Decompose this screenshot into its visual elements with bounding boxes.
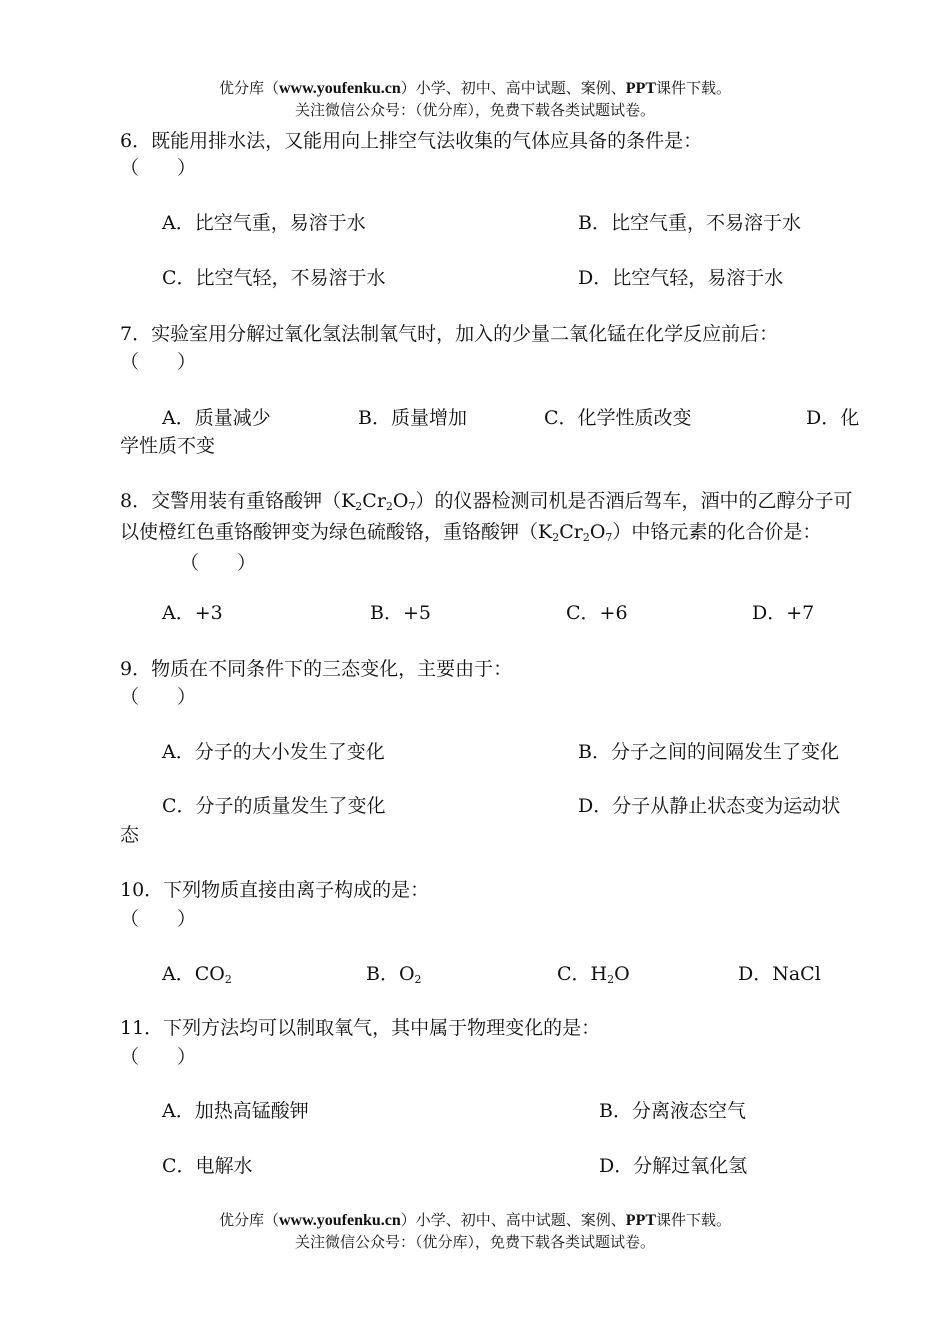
q8-text: ）中铬元素的化合价是：	[612, 521, 822, 543]
subscript: 7	[408, 500, 416, 513]
q8-option-a: A．+3	[162, 602, 223, 624]
header-ppt: PPT	[625, 80, 657, 97]
subscript: 2	[582, 531, 590, 544]
footer-text: 优分库（	[218, 1211, 279, 1229]
page-footer-line1	[0, 1209, 950, 1232]
page-footer-line2: 关注微信公众号：（优分库），免费下载各类试题试卷。	[294, 1233, 655, 1251]
q7-option-a: A．质量减少	[162, 407, 271, 429]
subscript: 2	[385, 500, 393, 513]
q8-text: Cr	[559, 521, 583, 543]
q9-option-d-continued: 态	[120, 824, 140, 846]
q9-option-b: B．分子之间的间隔发生了变化	[578, 741, 839, 763]
subscript: 2	[224, 973, 232, 986]
q6-option-a: A．比空气重，易溶于水	[162, 212, 366, 234]
q11-option-d: D．分解过氧化氢	[599, 1155, 748, 1177]
q10-option-a	[162, 960, 232, 988]
header-text: 优分库（	[218, 79, 279, 97]
q6-option-d: D．比空气轻，易溶于水	[578, 267, 784, 289]
subscript: 2	[414, 973, 422, 986]
q7-answer-blank: （ ）	[120, 351, 197, 373]
q9-stem: 9．物质在不同条件下的三态变化，主要由于：	[120, 658, 513, 680]
q6-stem: 6．既能用排水法，又能用向上排空气法收集的气体应具备的条件是：	[120, 130, 703, 152]
q8-text: Cr	[362, 490, 386, 512]
subscript: 2	[355, 500, 363, 513]
q7-option-d-continued: 学性质不变	[120, 435, 216, 457]
option-text: O	[614, 963, 630, 985]
q11-option-b: B．分离液态空气	[599, 1100, 746, 1122]
q10-option-b	[366, 960, 422, 988]
q9-option-a: A．分子的大小发生了变化	[162, 741, 385, 763]
header-text: ）小学、初中、高中试题、案例、	[400, 79, 626, 97]
q11-stem: 11．下列方法均可以制取氧气，其中属于物理变化的是：	[120, 1017, 601, 1039]
page-header-line2: 关注微信公众号：（优分库），免费下载各类试题试卷。	[294, 101, 655, 119]
q10-option-d: D．NaCl	[738, 963, 821, 985]
q6-answer-blank: （ ）	[120, 157, 197, 179]
option-text: A．CO	[162, 963, 225, 985]
q7-option-d: D．化	[806, 407, 860, 429]
q11-answer-blank: （ ）	[120, 1046, 197, 1068]
option-text: C．H	[557, 963, 608, 985]
subscript: 2	[607, 973, 615, 986]
option-text: B．O	[366, 963, 415, 985]
q10-answer-blank: （ ）	[120, 908, 197, 930]
q8-option-c: C．+6	[566, 602, 628, 624]
q7-option-c: C．化学性质改变	[544, 407, 692, 429]
q8-text: O	[589, 521, 606, 543]
q8-stem	[120, 486, 865, 579]
q9-option-d: D．分子从静止状态变为运动状	[578, 795, 841, 817]
footer-site-link: www.youfenku.cn	[278, 1212, 401, 1229]
footer-ppt: PPT	[625, 1212, 657, 1229]
header-text: 课件下载。	[656, 79, 732, 97]
q8-option-d: D．+7	[752, 602, 815, 624]
footer-text: 课件下载。	[656, 1211, 732, 1229]
q11-option-a: A．加热高锰酸钾	[162, 1100, 309, 1122]
q8-text: 8．交警用装有重铬酸钾（K	[120, 490, 356, 512]
q10-option-c	[557, 960, 630, 988]
footer-text: ）小学、初中、高中试题、案例、	[400, 1211, 626, 1229]
header-site-link: www.youfenku.cn	[278, 80, 401, 97]
subscript: 2	[552, 531, 560, 544]
page-header-line1	[0, 77, 950, 100]
subscript: 7	[605, 531, 613, 544]
q8-text: ）的仪器检测司机是否酒后驾车，酒中的乙醇分子可以使橙红色重铬酸钾变为绿色硫酸铬，重铬酸钾（K	[120, 490, 853, 543]
q6-option-c: C．比空气轻，不易溶于水	[162, 267, 386, 289]
q11-option-c: C．电解水	[162, 1155, 253, 1177]
q9-answer-blank: （ ）	[120, 686, 197, 708]
q9-option-c: C．分子的质量发生了变化	[162, 795, 386, 817]
q6-option-b: B．比空气重，不易溶于水	[578, 212, 801, 234]
q10-stem: 10．下列物质直接由离子构成的是：	[120, 879, 430, 901]
q8-text: O	[392, 490, 409, 512]
q7-option-b: B．质量增加	[358, 407, 467, 429]
q8-option-b: B．+5	[370, 602, 431, 624]
q7-stem: 7．实验室用分解过氧化氢法制氧气时，加入的少量二氧化锰在化学反应前后：	[120, 323, 779, 345]
q8-answer-blank: （ ）	[180, 552, 257, 574]
